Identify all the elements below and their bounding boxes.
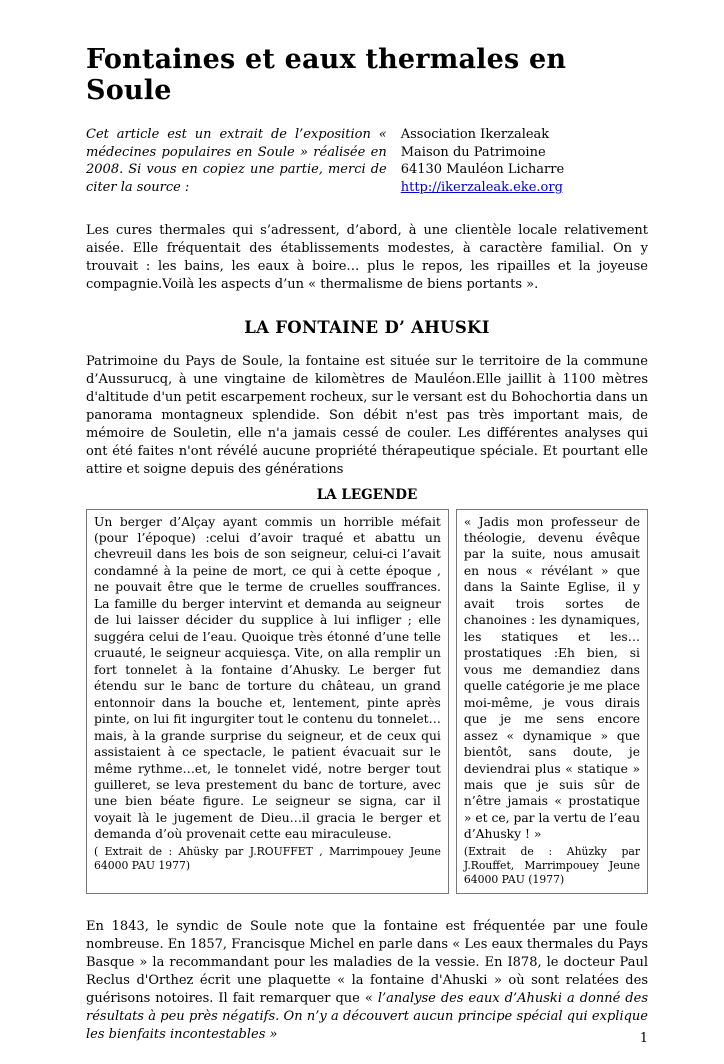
fontaine-paragraph: Patrimoine du Pays de Soule, la fontaine est située sur le territoire de la commune d’Aussurucq, à une vingtaine de kilomètres de Mauléon.Elle jaillit à 1100 mètres d'altitude d'un petit escarpement rocheux, sur le versant est du Bohochortia dans un panorama montagneux splendide. Son débit n'est pas très important mais, de mémoire de Souletin, elle n'a jamais cessé de couler. Les différentes analyses qui ont été faites n'ont révélé aucune propriété thérapeutique spéciale. Et pourtant elle attire et soigne depuis des générations xyxy=(86,353,648,477)
legend-left-source: ( Extrait de : Ahüsky par J.ROUFFET , Marrimpouey Jeune 64000 PAU 1977) xyxy=(94,844,441,872)
closing-paragraph-lead: En 1843, le syndic de Soule note que la fontaine est fréquentée par une foule nombreuse. En 1857, Francisque Michel en parle dans « Les eaux thermales du Pays Basque » la recommandant pour les maladies de la vessie. En I878, le docteur Paul Reclus d'Orthez écrit une plaquette « la fontaine d'Ahuski » où sont relatées des guérisons notoires. Il fait remarquer que « xyxy=(86,918,648,1006)
association-website-link[interactable]: http://ikerzaleak.eke.org xyxy=(400,179,563,195)
association-building: Maison du Patrimoine xyxy=(400,144,546,160)
page-number: 1 xyxy=(639,1030,648,1046)
legend-box-left xyxy=(86,509,449,894)
association-address: 64130 Mauléon Licharre xyxy=(400,162,565,178)
legend-left-body: Un berger d’Alçay ayant commis un horrible méfait (pour l’époque) :celui d’avoir traqué et abattu un chevreuil dans les bois de son seigneur, celui-ci l’avait condamné à la peine de mort, ce qui à cette époque , ne pouvait être que le terme de cruelles souffrances. La famille du berger intervint et demanda au seigneur de lui laisser décider du supplice à lui infliger ; elle suggéra celui de l’eau. Quoique très étonné d’une telle cruauté, le seigneur acquiesça. Vite, on alla remplir un fort tonnelet à la fontaine d’Ahusky. Le berger fut étendu sur le banc de torture du château, un grand entonnoir dans la bouche et, lentement, pinte après pinte, on lui fit ingurgiter tout le contenu du tonnelet…mais, à la grande surprise du seigneur, et de ceux qui assistaient à ce spectacle, le patient évacuait sur le même rythme…et, le tonnelet vidé, notre berger tout guilleret, se leva prestement du banc de torture, avec une bien béate figure. Le seigneur se signa, car il voyait là le jugement de Dieu…il gracia le berger et demanda d’où provenait cette eau miraculeuse. xyxy=(94,514,441,842)
association-name: Association Ikerzaleak xyxy=(400,127,550,142)
legend-right-source: (Extrait de : Ahüzky par J.Rouffet, Marrimpouey Jeune 64000 PAU (1977) xyxy=(463,844,640,886)
source-credit-note: Cet article est un extrait de l’exposition « médecines populaires en Soule » réalisée en 2008. Si vous en copiez une partie, merci de citer la source : xyxy=(86,127,387,195)
closing-paragraph-quote: l’analyse des eaux d’Ahuski a donné des résultats à peu près négatifs. On n’y a découvert aucun principe spécial qui explique les bienfaits incontestables » xyxy=(86,990,648,1042)
section-heading-fontaine: LA FONTAINE D’ AHUSKI xyxy=(244,317,490,337)
legend-boxes xyxy=(86,509,648,894)
legend-box-right xyxy=(456,509,648,894)
legend-right-body: « Jadis mon professeur de théologie, devenu évêque par la suite, nous amusait en nous « révélant » que dans la Sainte Eglise, il y avait trois sortes de chanoines : les dynamiques, les statiques et les… prostatiques :Eh bien, si vous me demandiez dans quelle catégorie je me place moi-même, je vous dirais que je me sens encore assez « dynamique » que bientôt, sans doute, je deviendrai plus « statique » mais que je suis sûr de n’être jamais « prostatique » et ce, par la vertu de l’eau d’Ahusky ! » xyxy=(463,514,640,842)
page-title: Fontaines et eaux thermales en Soule xyxy=(86,44,567,106)
closing-paragraph xyxy=(86,918,648,1044)
association-block xyxy=(401,126,648,196)
intro-paragraph: Les cures thermales qui s’adressent, d’abord, à une clientèle locale relativement aisée. Elle fréquentait des établissements modestes, à caractère familial. On y trouvait : les bains, les eaux à boire… plus le repos, les ripailles et la joyeuse compagnie.Voilà les aspects d’un « thermalisme de biens portants ». xyxy=(86,223,648,292)
header-note xyxy=(86,126,648,196)
section-heading-legende: LA LEGENDE xyxy=(316,486,418,503)
